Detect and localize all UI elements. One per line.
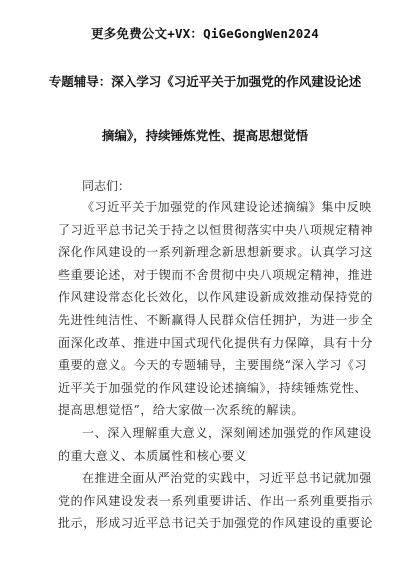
body-line: 先进性纯洁性、不断赢得人民群众信任拥护，为进一步全 xyxy=(58,312,374,327)
body-line: 近平关于加强党的作风建设论述摘编》，持续锤炼党性、 xyxy=(58,380,368,395)
body-line: 面深化改革、推进中国式现代化提供有力保障，具有十分 xyxy=(58,335,374,350)
body-line: 些重要论述，对于锲而不舍贯彻中央八项规定精神，推进 xyxy=(58,267,374,282)
body-text xyxy=(58,196,374,535)
body-line: 在推进全面从严治党的实践中，习近平总书记就加强 xyxy=(82,471,372,486)
section-heading-line: 一、深入理解重大意义，深刻阐述加强党的作风建设 xyxy=(82,425,372,440)
body-line: 《习近平关于加强党的作风建设论述摘编》集中反映 xyxy=(82,200,372,214)
body-line: 重要的意义。今天的专题辅导，主要围绕“深入学习《习 xyxy=(58,358,368,373)
promo-header: 更多免费公文+VX：QiGeGongWen2024 xyxy=(91,26,319,41)
section-heading-line: 的重大意义、本质属性和核心要义 xyxy=(58,448,248,463)
body-line: 提高思想觉悟”，给大家做一次系统的解读。 xyxy=(58,403,305,418)
body-line: 批示，形成习近平总书记关于加强党的作风建设的重要论 xyxy=(58,516,374,531)
body-line: 深化作风建设的一系列新理念新思想新要求。认真学习这 xyxy=(58,245,374,260)
body-line: 党的作风建设发表一系列重要讲话、作出一系列重要指示 xyxy=(58,493,374,508)
document-title-line-1: 专题辅导：深入学习《习近平关于加强党的作风建设论述 xyxy=(48,74,362,89)
body-line: 作风建设常态化长效化，以作风建设新成效推动保持党的 xyxy=(58,290,374,305)
salutation: 同志们： xyxy=(82,179,131,193)
body-line: 了习近平总书记关于持之以恒贯彻落实中央八项规定精神 xyxy=(58,222,374,237)
document-title-line-2: 摘编》，持续锤炼党性、提高思想觉悟 xyxy=(101,128,309,143)
